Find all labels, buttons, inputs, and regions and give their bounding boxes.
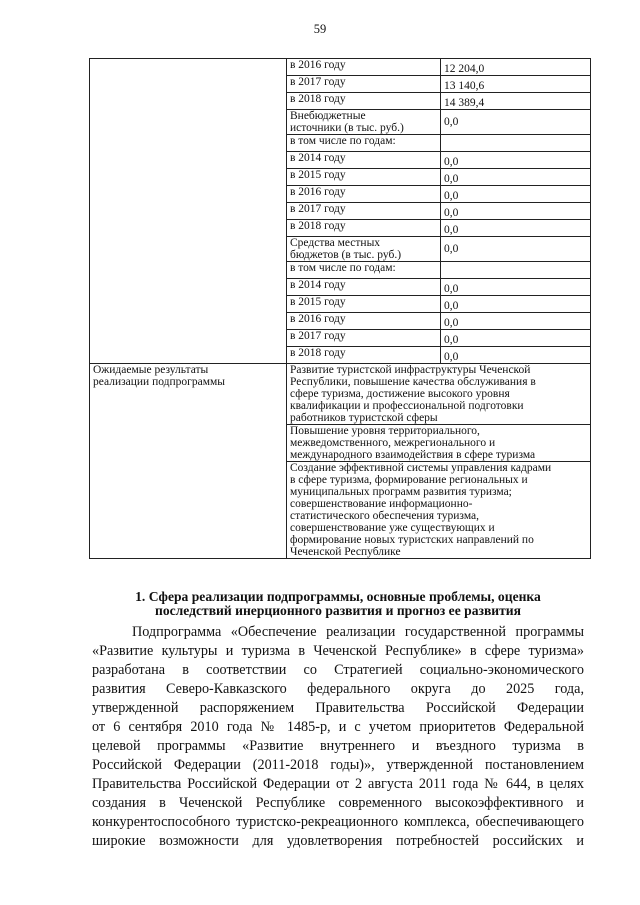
empty-label-cell: [90, 59, 287, 364]
row-value: 0,0: [441, 330, 591, 347]
results-label: Ожидаемые результаты реализации подпрограммы: [90, 364, 287, 559]
row-label: в 2014 году: [287, 279, 441, 296]
row-value: 0,0: [441, 220, 591, 237]
row-value: [441, 135, 591, 152]
row-value: 0,0: [441, 347, 591, 364]
row-label: в 2018 году: [287, 220, 441, 237]
row-value: 0,0: [441, 169, 591, 186]
row-label: в 2015 году: [287, 296, 441, 313]
row-value: 13 140,6: [441, 76, 591, 93]
row-label: в 2016 году: [287, 313, 441, 330]
body-line: широкие возможности для удовлетворения потребностей российских и: [92, 833, 584, 849]
body-line: Подпрограмма «Обеспечение реализации государственной программы: [132, 624, 584, 640]
funding-table: [89, 58, 591, 559]
body-line: развития Северо-Кавказского федерального округа до 2025 года,: [92, 681, 584, 697]
row-value: [441, 262, 591, 279]
body-line: создания в Чеченской Республике современного высокоэффективного и: [92, 795, 584, 811]
body-line: разработана в соответствии со Стратегией социально-экономического: [92, 662, 584, 678]
section-heading-line-2: последствий инерционного развития и прогноз ее развития: [154, 603, 521, 618]
row-value: 0,0: [441, 186, 591, 203]
row-label: в 2017 году: [287, 330, 441, 347]
results-row: [90, 364, 591, 425]
row-label: в 2016 году: [287, 59, 441, 76]
result-item: Развитие туристской инфраструктуры Чеченской Республики, повышение качества обслуживания в сфере туризма, достижение высокого уровня квалификации и профессиональной подготовки работников туристской сферы: [287, 364, 591, 425]
row-label: в 2018 году: [287, 347, 441, 364]
row-label: в 2015 году: [287, 169, 441, 186]
row-label: в 2014 году: [287, 152, 441, 169]
body-line: Российской Федерации (2011-2018 годы)», утвержденной постановлением: [92, 757, 584, 773]
body-paragraph: [92, 623, 584, 851]
row-label: Средства местных бюджетов (в тыс. руб.): [287, 237, 441, 262]
row-value: 0,0: [441, 279, 591, 296]
row-label: в том числе по годам:: [287, 262, 441, 279]
row-label: в том числе по годам:: [287, 135, 441, 152]
section-heading-line-1: 1. Сфера реализации подпрограммы, основные проблемы, оценка: [135, 589, 541, 604]
row-value: 0,0: [441, 203, 591, 220]
body-line: от 6 сентября 2010 года № 1485-р, и с учетом приоритетов Федеральной: [92, 719, 584, 735]
row-label: в 2017 году: [287, 76, 441, 93]
body-line: утвержденной распоряжением Правительства Российской Федерации: [92, 700, 584, 716]
body-line: «Развитие культуры и туризма в Чеченской Республике» в сфере туризма»: [92, 643, 584, 659]
row-value: 14 389,4: [441, 93, 591, 110]
table-row: [90, 59, 591, 76]
body-line: целевой программы «Развитие внутреннего и въездного туризма в: [92, 738, 584, 754]
row-label: в 2016 году: [287, 186, 441, 203]
row-label: в 2018 году: [287, 93, 441, 110]
row-label: Внебюджетные источники (в тыс. руб.): [287, 110, 441, 135]
page-number: 59: [313, 22, 327, 36]
result-item: Создание эффективной системы управления кадрами в сфере туризма, формирование региональных и муниципальных программ развития туризма; совершенствование информационно- статистического обеспечения туризма, совершенствование уже существующих и формирование новых туристских направлений по Чеченской Республике: [287, 462, 591, 559]
section-heading: [92, 590, 584, 618]
row-value: 0,0: [441, 110, 591, 135]
row-value: 0,0: [441, 296, 591, 313]
result-item: Повышение уровня территориального, межведомственного, межрегионального и международного взаимодействия в сфере туризма: [287, 425, 591, 462]
row-value: 0,0: [441, 313, 591, 330]
body-line: конкурентоспособного туристско-рекреационного комплекса, обеспечивающего: [92, 814, 584, 830]
body-line: Правительства Российской Федерации от 2 августа 2011 года № 644, в целях: [92, 776, 584, 792]
row-value: 12 204,0: [441, 59, 591, 76]
row-label: в 2017 году: [287, 203, 441, 220]
row-value: 0,0: [441, 152, 591, 169]
row-value: 0,0: [441, 237, 591, 262]
